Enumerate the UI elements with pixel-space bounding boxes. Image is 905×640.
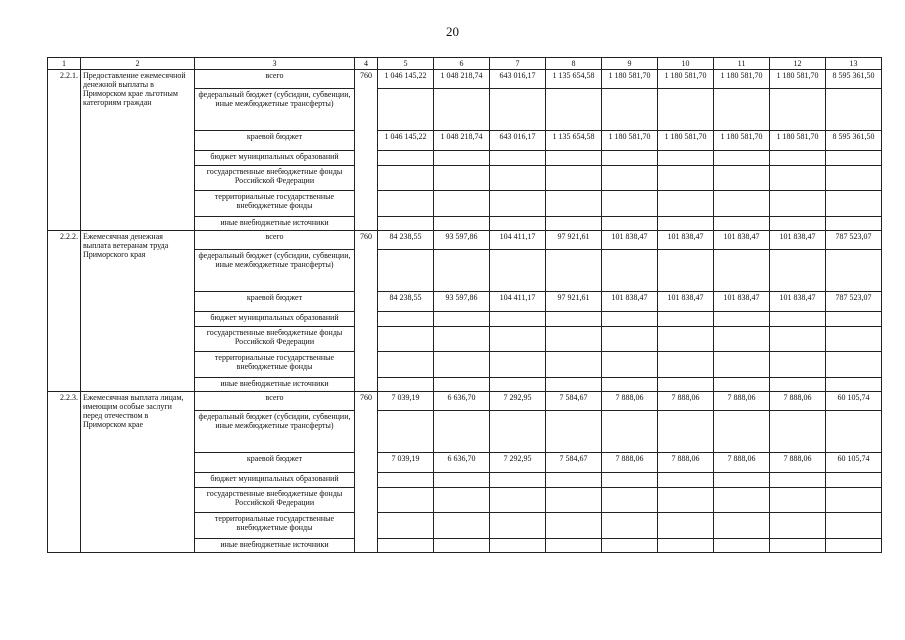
value-cell [714, 513, 770, 539]
value-cell [434, 513, 490, 539]
value-cell [714, 327, 770, 352]
value-cell [434, 166, 490, 191]
value-cell [826, 166, 882, 191]
table-body [48, 70, 882, 553]
value-cell: 7 039,19 [378, 453, 434, 473]
value-cell: 93 597,86 [434, 231, 490, 250]
value-cell [658, 488, 714, 513]
value-cell [434, 411, 490, 453]
value-cell [546, 166, 602, 191]
value-cell [602, 488, 658, 513]
value-cell [378, 250, 434, 292]
funding-source: бюджет муниципальных образований [195, 151, 355, 166]
item-number: 2.2.1. [48, 70, 81, 231]
value-cell: 1 180 581,70 [658, 70, 714, 89]
value-cell: 7 888,06 [770, 392, 826, 411]
value-cell: 7 039,19 [378, 392, 434, 411]
value-cell [826, 151, 882, 166]
column-header-3: 3 [195, 58, 355, 70]
value-cell: 101 838,47 [714, 292, 770, 312]
value-cell [490, 488, 546, 513]
value-cell: 1 135 654,58 [546, 131, 602, 151]
value-cell [826, 217, 882, 231]
column-header-6: 6 [434, 58, 490, 70]
value-cell [714, 191, 770, 217]
funding-source: иные внебюджетные источники [195, 217, 355, 231]
value-cell [490, 352, 546, 378]
value-cell [490, 166, 546, 191]
value-cell [658, 166, 714, 191]
item-name: Ежемесячная выплата лицам, имеющим особые заслуги перед отечеством в Приморском крае [81, 392, 195, 553]
value-cell [490, 513, 546, 539]
funding-source: краевой бюджет [195, 292, 355, 312]
budget-table [47, 57, 882, 553]
value-cell [546, 217, 602, 231]
value-cell [770, 352, 826, 378]
value-cell [378, 411, 434, 453]
value-cell [378, 327, 434, 352]
value-cell: 7 292,95 [490, 392, 546, 411]
value-cell [378, 488, 434, 513]
funding-source: всего [195, 70, 355, 89]
value-cell [658, 352, 714, 378]
column-header-9: 9 [602, 58, 658, 70]
value-cell [490, 327, 546, 352]
value-cell [658, 217, 714, 231]
value-cell: 643 016,17 [490, 131, 546, 151]
funding-source: территориальные государственные внебюджетные фонды [195, 352, 355, 378]
item-number: 2.2.2. [48, 231, 81, 392]
value-cell [434, 473, 490, 488]
value-cell [546, 191, 602, 217]
value-cell: 7 292,95 [490, 453, 546, 473]
value-cell [826, 488, 882, 513]
value-cell: 101 838,47 [770, 231, 826, 250]
ministry-code: 760 [355, 392, 378, 553]
value-cell [714, 488, 770, 513]
value-cell [602, 166, 658, 191]
value-cell [378, 312, 434, 327]
value-cell: 104 411,17 [490, 231, 546, 250]
value-cell [826, 513, 882, 539]
value-cell [714, 89, 770, 131]
value-cell [434, 352, 490, 378]
value-cell [602, 327, 658, 352]
funding-source: федеральный бюджет (субсидии, субвенции, иные межбюджетные трансферты) [195, 250, 355, 292]
value-cell: 101 838,47 [602, 292, 658, 312]
column-header-1: 1 [48, 58, 81, 70]
funding-source: бюджет муниципальных образований [195, 312, 355, 327]
value-cell [714, 473, 770, 488]
value-cell [546, 539, 602, 553]
value-cell: 8 595 361,50 [826, 70, 882, 89]
value-cell [378, 473, 434, 488]
value-cell [770, 513, 826, 539]
value-cell: 643 016,17 [490, 70, 546, 89]
value-cell [546, 378, 602, 392]
value-cell: 97 921,61 [546, 292, 602, 312]
value-cell [490, 539, 546, 553]
value-cell [378, 89, 434, 131]
value-cell [602, 411, 658, 453]
value-cell [434, 378, 490, 392]
value-cell: 787 523,07 [826, 231, 882, 250]
value-cell: 7 888,06 [602, 453, 658, 473]
value-cell: 101 838,47 [658, 231, 714, 250]
value-cell: 787 523,07 [826, 292, 882, 312]
value-cell: 101 838,47 [658, 292, 714, 312]
value-cell: 84 238,55 [378, 292, 434, 312]
table-row [48, 70, 882, 89]
value-cell [490, 191, 546, 217]
value-cell: 1 180 581,70 [770, 131, 826, 151]
value-cell [770, 191, 826, 217]
value-cell [434, 250, 490, 292]
value-cell [546, 473, 602, 488]
value-cell [546, 411, 602, 453]
value-cell [434, 217, 490, 231]
value-cell [434, 488, 490, 513]
value-cell [826, 312, 882, 327]
table-row [48, 392, 882, 411]
value-cell [546, 89, 602, 131]
value-cell [546, 513, 602, 539]
value-cell [546, 352, 602, 378]
value-cell [658, 513, 714, 539]
value-cell [434, 539, 490, 553]
value-cell: 1 180 581,70 [602, 131, 658, 151]
value-cell [434, 191, 490, 217]
value-cell [490, 217, 546, 231]
value-cell: 7 584,67 [546, 453, 602, 473]
value-cell: 7 584,67 [546, 392, 602, 411]
value-cell [714, 151, 770, 166]
value-cell: 104 411,17 [490, 292, 546, 312]
funding-source: федеральный бюджет (субсидии, субвенции, иные межбюджетные трансферты) [195, 411, 355, 453]
value-cell [770, 217, 826, 231]
column-header-13: 13 [826, 58, 882, 70]
value-cell: 1 180 581,70 [714, 70, 770, 89]
funding-source: государственные внебюджетные фонды Российской Федерации [195, 166, 355, 191]
value-cell [770, 312, 826, 327]
value-cell: 1 048 218,74 [434, 131, 490, 151]
value-cell [826, 352, 882, 378]
value-cell [658, 378, 714, 392]
value-cell: 1 046 145,22 [378, 131, 434, 151]
value-cell [378, 166, 434, 191]
value-cell [826, 473, 882, 488]
ministry-code: 760 [355, 70, 378, 231]
value-cell [378, 539, 434, 553]
value-cell: 93 597,86 [434, 292, 490, 312]
value-cell [434, 151, 490, 166]
value-cell [546, 151, 602, 166]
value-cell [434, 327, 490, 352]
funding-source: иные внебюджетные источники [195, 378, 355, 392]
funding-source: территориальные государственные внебюджетные фонды [195, 191, 355, 217]
value-cell [546, 488, 602, 513]
column-header-4: 4 [355, 58, 378, 70]
value-cell [714, 250, 770, 292]
value-cell [658, 539, 714, 553]
value-cell [770, 166, 826, 191]
value-cell [602, 191, 658, 217]
funding-source: иные внебюджетные источники [195, 539, 355, 553]
value-cell [826, 327, 882, 352]
value-cell [658, 312, 714, 327]
value-cell [770, 89, 826, 131]
page-number: 20 [446, 24, 459, 39]
column-header-5: 5 [378, 58, 434, 70]
value-cell [770, 151, 826, 166]
value-cell: 101 838,47 [714, 231, 770, 250]
value-cell [714, 217, 770, 231]
value-cell [658, 327, 714, 352]
value-cell [602, 539, 658, 553]
value-cell: 101 838,47 [602, 231, 658, 250]
table-row [48, 231, 882, 250]
value-cell [490, 411, 546, 453]
value-cell [770, 378, 826, 392]
funding-source: бюджет муниципальных образований [195, 473, 355, 488]
funding-source: государственные внебюджетные фонды Российской Федерации [195, 488, 355, 513]
value-cell [826, 89, 882, 131]
value-cell [770, 488, 826, 513]
value-cell: 97 921,61 [546, 231, 602, 250]
value-cell: 6 636,70 [434, 392, 490, 411]
value-cell [770, 411, 826, 453]
value-cell: 101 838,47 [770, 292, 826, 312]
value-cell [714, 166, 770, 191]
value-cell: 7 888,06 [714, 392, 770, 411]
value-cell [826, 411, 882, 453]
value-cell: 7 888,06 [770, 453, 826, 473]
value-cell [490, 473, 546, 488]
value-cell [770, 539, 826, 553]
value-cell [378, 378, 434, 392]
value-cell [602, 151, 658, 166]
item-name: Ежемесячная денежная выплата ветеранам труда Приморского края [81, 231, 195, 392]
column-header-12: 12 [770, 58, 826, 70]
value-cell: 1 046 145,22 [378, 70, 434, 89]
value-cell: 7 888,06 [714, 453, 770, 473]
column-header-7: 7 [490, 58, 546, 70]
value-cell [602, 473, 658, 488]
item-number: 2.2.3. [48, 392, 81, 553]
value-cell: 84 238,55 [378, 231, 434, 250]
value-cell [658, 151, 714, 166]
value-cell [658, 250, 714, 292]
value-cell: 1 180 581,70 [714, 131, 770, 151]
funding-source: территориальные государственные внебюджетные фонды [195, 513, 355, 539]
value-cell [714, 411, 770, 453]
value-cell [658, 89, 714, 131]
value-cell: 1 135 654,58 [546, 70, 602, 89]
value-cell [602, 89, 658, 131]
value-cell [546, 312, 602, 327]
value-cell [602, 250, 658, 292]
value-cell: 1 180 581,70 [770, 70, 826, 89]
funding-source: краевой бюджет [195, 131, 355, 151]
column-number-header-row [48, 58, 882, 70]
value-cell [714, 352, 770, 378]
value-cell [770, 327, 826, 352]
value-cell [602, 513, 658, 539]
value-cell [714, 378, 770, 392]
value-cell [490, 312, 546, 327]
value-cell: 6 636,70 [434, 453, 490, 473]
value-cell [658, 191, 714, 217]
value-cell [378, 513, 434, 539]
value-cell [546, 250, 602, 292]
funding-source: всего [195, 231, 355, 250]
value-cell: 8 595 361,50 [826, 131, 882, 151]
value-cell [658, 473, 714, 488]
value-cell [378, 191, 434, 217]
funding-source: всего [195, 392, 355, 411]
value-cell [490, 378, 546, 392]
value-cell [378, 352, 434, 378]
value-cell [378, 151, 434, 166]
funding-source: краевой бюджет [195, 453, 355, 473]
value-cell [434, 312, 490, 327]
value-cell [770, 250, 826, 292]
value-cell [602, 312, 658, 327]
value-cell [602, 352, 658, 378]
value-cell [434, 89, 490, 131]
value-cell: 1 180 581,70 [658, 131, 714, 151]
value-cell [490, 89, 546, 131]
column-header-11: 11 [714, 58, 770, 70]
value-cell [770, 473, 826, 488]
item-name: Предоставление ежемесячной денежной выплаты в Приморском крае льготным категориям граждан [81, 70, 195, 231]
value-cell [602, 217, 658, 231]
value-cell [378, 217, 434, 231]
funding-source: федеральный бюджет (субсидии, субвенции, иные межбюджетные трансферты) [195, 89, 355, 131]
value-cell [714, 312, 770, 327]
value-cell [826, 539, 882, 553]
column-header-2: 2 [81, 58, 195, 70]
value-cell: 7 888,06 [602, 392, 658, 411]
value-cell [826, 250, 882, 292]
value-cell [658, 411, 714, 453]
value-cell: 60 105,74 [826, 453, 882, 473]
value-cell [546, 327, 602, 352]
value-cell [490, 151, 546, 166]
column-header-8: 8 [546, 58, 602, 70]
value-cell [826, 191, 882, 217]
ministry-code: 760 [355, 231, 378, 392]
value-cell: 7 888,06 [658, 453, 714, 473]
value-cell: 1 180 581,70 [602, 70, 658, 89]
value-cell [602, 378, 658, 392]
value-cell: 7 888,06 [658, 392, 714, 411]
column-header-10: 10 [658, 58, 714, 70]
value-cell [714, 539, 770, 553]
funding-source: государственные внебюджетные фонды Российской Федерации [195, 327, 355, 352]
value-cell [826, 378, 882, 392]
value-cell: 1 048 218,74 [434, 70, 490, 89]
value-cell: 60 105,74 [826, 392, 882, 411]
value-cell [490, 250, 546, 292]
